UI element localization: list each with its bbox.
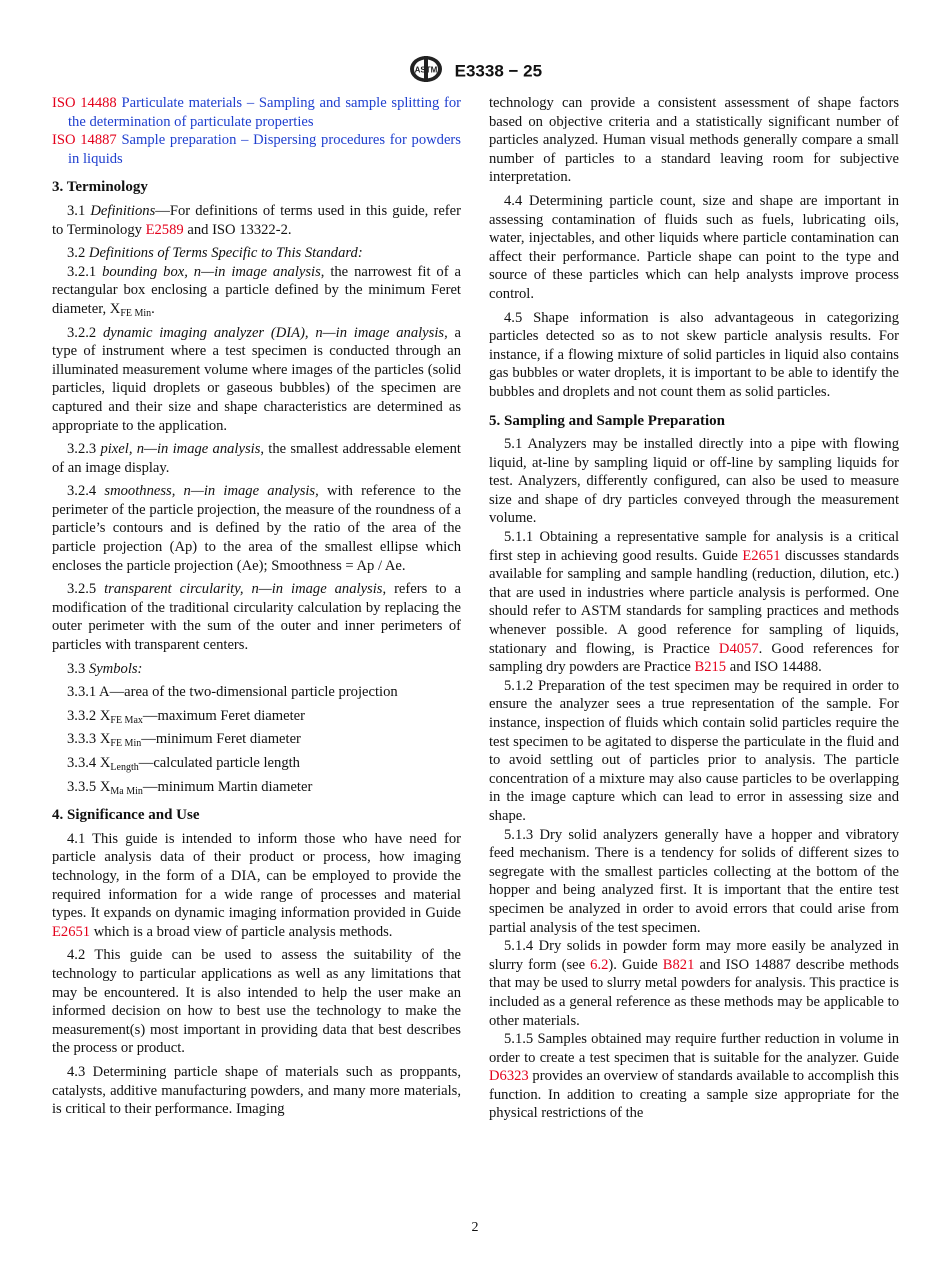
paragraph-5-1-3: 5.1.3 Dry solid analyzers generally have a hopper and vibratory feed mechanism. There is a tendency for solids of different sizes to segregate with the smallest particles collecting at the bottom of the hopper and being analyzed first. It is important that the entire test specimen be analyzed in order to avoid errors that could arise from partial analysis of the test specimen. [489, 826, 899, 936]
link-e2651[interactable]: E2651 [52, 923, 91, 940]
reference-iso-14488 [52, 94, 461, 131]
paragraph-3-2-5: 3.2.5 transparent circularity, n—in image analysis, refers to a modification of the traditional circularity calculation by replacing the outer perimeter with the sum of the outer and inner perimeters of particles with transparent centers. [52, 581, 461, 654]
symbol-3-3-4: 3.3.4 $X_{Length}—calculated$ particle length [67, 755, 300, 773]
link-e2651[interactable]: E2651 [742, 547, 781, 564]
link-d6323[interactable]: D6323 [489, 1068, 529, 1085]
paragraph-3-1: 3.1 Definitions—For definitions of terms used in this guide, refer to Terminology E2589 and ISO 13322-2. [52, 202, 461, 238]
link-e2589[interactable]: E2589 [145, 221, 184, 238]
link-b215[interactable]: B215 [694, 659, 727, 676]
svg-text:ASTM: ASTM [414, 65, 438, 75]
paragraph-5-1-1: 5.1.1 Obtaining a representative sample for analysis is a critical first step in achieving good results. Guide E2651 discusses standards available for sampling and sample handling (reduction, dilution, etc.) that are used in industries where particle analysis is performed. One should refer to ASTM standards for sampling practices and methods whenever possible. A good reference for sampling of liquids, stationary and flowing, is Practice D4057. Good references for sampling dry powders are Practice B215 and ISO 14488. [489, 529, 899, 676]
astm-logo-icon [408, 54, 444, 89]
section-heading-sampling: 5. Sampling and Sample Preparation [489, 412, 726, 429]
symbol-3-3-5: 3.3.5 $X_{Ma Min}—minimum$ Martin diameter [67, 778, 313, 797]
right-column [489, 94, 899, 1123]
paragraph-4-1: 4.1 This guide is intended to inform those who have need for particle analysis data of their product or process, how imaging technology, in the form of a DIA, can be employed to provide the required information for a wide range of processes and material types. It expands on dynamic imaging information provided in Guide E2651 which is a broad view of particle analysis methods. [52, 830, 461, 940]
link-d4057[interactable]: D4057 [718, 640, 759, 657]
paragraph-3-2-3: 3.2.3 pixel, n—in image analysis, the smallest addressable element of an image display. [52, 441, 461, 476]
paragraph-5-1-4: 5.1.4 Dry solids in powder form may more easily be analyzed in slurry form (see 6.2). Guide B821 and ISO 14887 describe methods that may be used to slurry metal powders for analysis. This practice is included as a general reference as these methods may be applicable to other materials. [489, 938, 899, 1029]
link-b821[interactable]: B821 [662, 956, 695, 973]
paragraph-3-2: 3.2 Definitions of Terms Specific to This Standard: [67, 245, 363, 262]
paragraph-3-3: 3.3 Symbols: [67, 660, 143, 677]
left-column [52, 94, 461, 1124]
page-number: 2 [471, 1220, 479, 1235]
paragraph-3-2-1: 3.2.1 bounding box, n—in image analysis, the narrowest fit of a rectangular box enclosing a particle defined by the minimum Feret diameter, $X_{FE Min}$. [52, 263, 461, 319]
paragraph-3-2-4: 3.2.4 smoothness, n—in image analysis, with reference to the perimeter of the particle projection, the measure of the roundness of a particle’s contours and is defined by the ratio of the area of the particle projection (Ap) to the area of the smallest ellipse which encloses the particle projection (Ae); Smoothness = Ap / Ae. [52, 483, 461, 574]
paragraph-5-1-5: 5.1.5 Samples obtained may require further reduction in volume in order to create a test specimen that is suitable for the analyzer. Guide D6323 provides an overview of standards available to accomplish this function. In addition to creating a sample size appropriate for the physical restrictions of the [489, 1031, 899, 1122]
designation: E3338 − 25 [454, 61, 543, 81]
paragraph-4-3-continued: technology can provide a consistent assessment of shape factors based on objective criteria and a statistically significant number of particles analyzed. Human visual methods generally compare a small number of particles to a standard leaving room for subjective interpretation. [489, 95, 899, 186]
paragraph-4-5: 4.5 Shape information is also advantageous in categorizing particles detected so as to not skew particle analysis results. For instance, if a flowing mixture of solid particles in liquid also contains gas bubbles or water droplets, it is important to be able to identify the bubbles and droplets and not count them as solid particles. [489, 309, 899, 400]
symbol-3-3-1: 3.3.1 A—area of the two-dimensional particle projection [67, 684, 398, 701]
paragraph-5-1: 5.1 Analyzers may be installed directly into a pipe with flowing liquid, at-line by sampling liquid or off-line by sampling liquids for test. Analyzers, differently configured, can also be used to measure size and shape of dry particles conveyed through the measurement volume. [489, 436, 899, 527]
paragraph-5-1-2: 5.1.2 Preparation of the test specimen may be required in order to ensure the analyzer sees a true representation of the sample. For instance, inspection of fluids which contain solid particles require the test specimen to be agitated to disperse the particulate in the fluid and to avoid settling out of particles prior to analysis. The particle concentration of a mixture may also cause particles to be overlapping in the image capture which can lead to error in assessing size and shape. [489, 677, 899, 824]
paragraph-4-4: 4.4 Determining particle count, size and shape are important in assessing contamination of fluids such as fuels, lubricating oils, water, injectables, and other liquids where particle contamination can affect their performance. Particle shape can point to the type and source of these particles which can help analysts improve process control. [489, 192, 899, 302]
paragraph-4-2: 4.2 This guide can be used to assess the suitability of the technology to particular applications as well as any limitations that may be encountered. It is also intended to help the user make an informed decision on how to best use the technology to make the measurement(s) most important in providing data that best describes the process or product. [52, 947, 462, 1057]
reference-iso-14887 [52, 131, 461, 168]
paragraph-3-2-2: 3.2.2 dynamic imaging analyzer (DIA), n—in image analysis, a type of instrument where a test specimen is conducted through an illuminated measurement volume where images of the particles (solid particles, liquid droplets or gaseous bubbles) of the specimen are captured and their size and shape characteristics are determined as appropriate to the application. [52, 324, 461, 434]
paragraph-4-3: 4.3 Determining particle shape of materials such as proppants, catalysts, additive manufacturing powders, and many more materials, is critical to their performance. Imaging [52, 1063, 461, 1118]
symbol-3-3-3: 3.3.3 $X_{FE Min}—minimum$ Feret diameter [67, 731, 301, 750]
section-heading-significance: 4. Significance and Use [52, 807, 200, 824]
reference-link[interactable]: ISO 14488 [52, 95, 117, 111]
reference-title[interactable]: Particulate materials – Sampling and sample splitting for the determination of particulate properties [68, 95, 461, 130]
reference-link[interactable]: ISO 14887 [52, 132, 117, 149]
link-6-2[interactable]: 6.2 [590, 956, 609, 973]
symbol-3-3-2: 3.3.2 $X_{FE Max}—maximum$ Feret diameter [67, 707, 305, 726]
section-heading-terminology: 3. Terminology [52, 179, 148, 196]
page-header [0, 54, 950, 89]
reference-title[interactable]: Sample preparation – Dispersing procedures for powders in liquids [68, 132, 461, 167]
